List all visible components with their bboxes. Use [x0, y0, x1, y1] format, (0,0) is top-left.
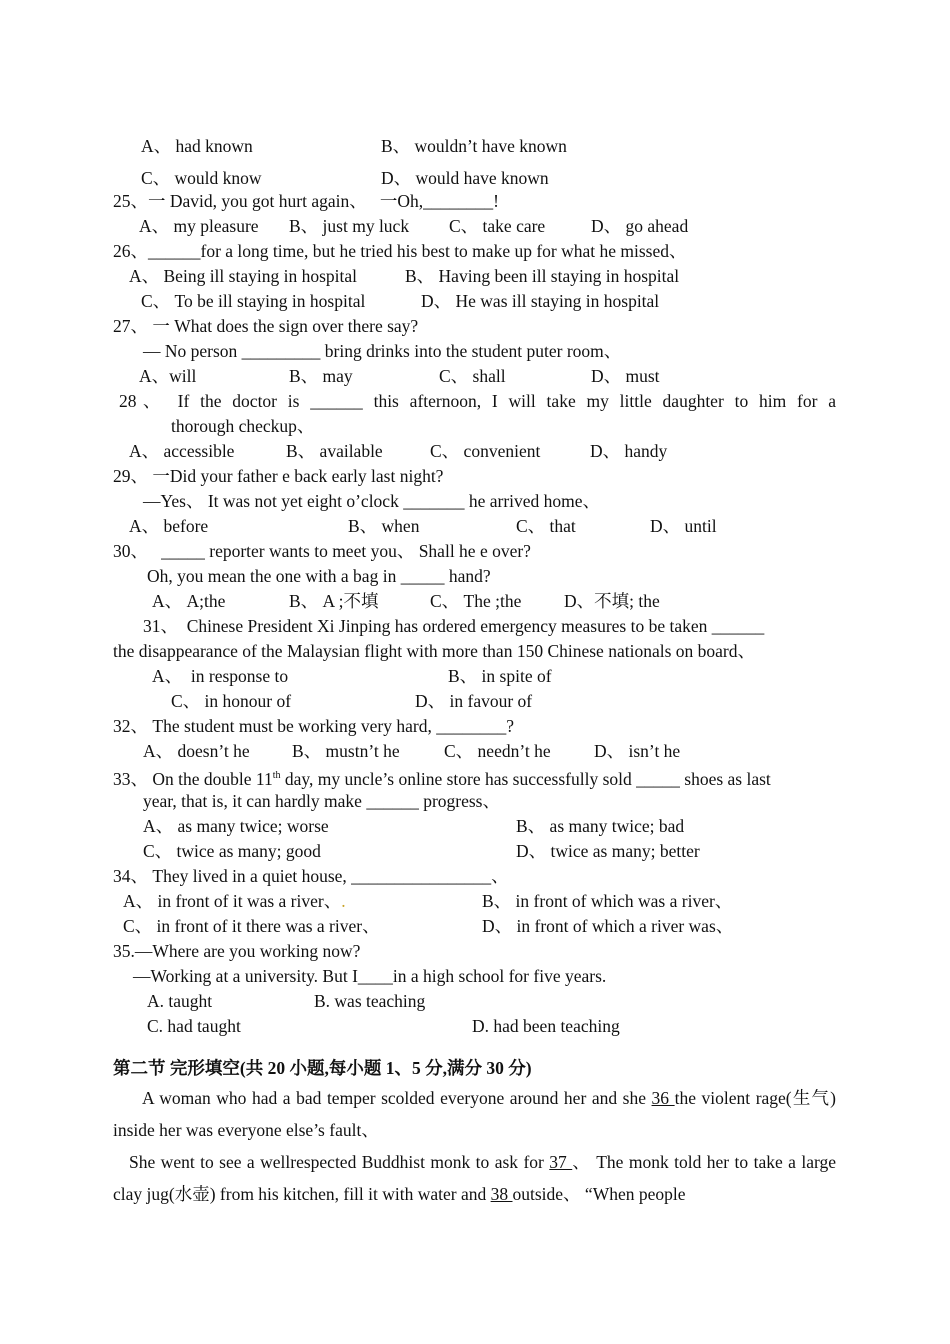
q24-option-c: C、 would know — [141, 168, 262, 188]
q24-option-d: D、 would have known — [381, 168, 549, 188]
q34-option-a-dot: . — [341, 891, 346, 911]
q24-option-b: B、 wouldn’t have known — [381, 136, 567, 156]
q35-line2: —Working at a university. But I____in a high school for five years. — [133, 966, 607, 986]
q29-line2: —Yes、 It was not yet eight o’clock _______ he arrived home、 — [143, 491, 601, 511]
q33-option-a: A、 as many twice; worse — [143, 816, 329, 836]
q31-option-d: D、 in favour of — [415, 691, 533, 711]
q34-stem: 34、 They lived in a quiet house, ________________、 — [113, 866, 509, 886]
q26-option-b: B、 Having been ill staying in hospital — [405, 266, 680, 286]
q30-stem: 30、 _____ reporter wants to meet you、 Shall he e over? — [113, 541, 531, 561]
q33-stem-sup: th — [272, 770, 281, 781]
q31-option-a: A、 in response to — [152, 666, 289, 686]
q33-line2: year, that is, it can hardly make ______ progress、 — [143, 791, 500, 811]
q34-option-c: C、 in front of it there was a river、 — [123, 916, 380, 936]
q28-option-a: A、 accessible — [129, 441, 235, 461]
q35-option-a: A. taught — [147, 991, 213, 1011]
q27-option-c: C、 shall — [439, 366, 506, 386]
q29-option-b: B、 when — [348, 516, 420, 536]
q32-stem: 32、 The student must be working very hard, ________? — [113, 716, 514, 736]
q29-option-d: D、 until — [650, 516, 717, 536]
q31-line2: the disappearance of the Malaysian flight with more than 150 Chinese nationals on board、 — [113, 641, 755, 661]
p1-text-pre: A woman who had a bad temper scolded everyone around her and she — [142, 1088, 652, 1108]
q26-option-a: A、 Being ill staying in hospital — [129, 266, 357, 286]
section-title: 第二节 完形填空(共 20 小题,每小题 1、5 分,满分 30 分) — [113, 1058, 532, 1078]
q27-option-b: B、 may — [289, 366, 353, 386]
passage-paragraph-2 — [113, 1146, 836, 1210]
q34-option-d: D、 in front of which a river was、 — [482, 916, 734, 936]
p2-text-mid: 、 The monk told her to take a large clay jug(水壶) from his kitchen, fill it with water and — [113, 1152, 837, 1204]
blank-37: 37 — [549, 1152, 573, 1172]
q29-option-a: A、 before — [129, 516, 209, 536]
q26-stem: 26、______for a long time, but he tried his best to make up for what he missed、 — [113, 241, 687, 261]
q32-option-d: D、 isn’t he — [594, 741, 681, 761]
blank-36: 36 — [651, 1088, 675, 1108]
q33-stem-pre: 33、 On the double 11 — [113, 768, 273, 789]
p2-text-pre: She went to see a wellrespected Buddhist monk to ask for — [129, 1152, 550, 1172]
q28-option-d: D、 handy — [590, 441, 668, 461]
q26-option-d: D、 He was ill staying in hospital — [421, 291, 660, 311]
q32-option-b: B、 mustn’t he — [292, 741, 400, 761]
q34-option-a-text: A、 in front of it was a river、 — [123, 891, 342, 911]
q35-option-d: D. had been teaching — [472, 1016, 620, 1036]
q27-option-d: D、 must — [591, 366, 660, 386]
q28-line2: thorough checkup、 — [171, 416, 315, 436]
q34-option-b: B、 in front of which was a river、 — [482, 891, 733, 911]
q33-option-c: C、 twice as many; good — [143, 841, 321, 861]
q28-option-b: B、 available — [286, 441, 383, 461]
p1-text-post: the violent rage(生气) inside her was everyone else’s fault、 — [113, 1088, 837, 1140]
passage-paragraph-1 — [113, 1082, 836, 1146]
q33-option-b: B、 as many twice; bad — [516, 816, 685, 836]
q28-stem: 28、 If the doctor is ______ this afternoon, I will take my little daughter to him for a — [119, 391, 836, 411]
q30-line2: Oh, you mean the one with a bag in _____ hand? — [147, 566, 491, 586]
q33-stem — [113, 765, 771, 790]
q31-option-c: C、 in honour of — [171, 691, 292, 711]
q31-stem: 31、 Chinese President Xi Jinping has ordered emergency measures to be taken ______ — [143, 616, 765, 636]
q24-option-a: A、 had known — [141, 136, 253, 156]
q26-option-c: C、 To be ill staying in hospital — [141, 291, 366, 311]
q33-option-d: D、 twice as many; better — [516, 841, 700, 861]
blank-38: 38 — [490, 1184, 513, 1204]
q29-option-c: C、 that — [516, 516, 576, 536]
p2-text-post: outside、 “When people — [512, 1184, 686, 1204]
q27-option-a: A、will — [139, 366, 197, 386]
q25-stem: 25、一 David, you got hurt again、 一Oh,________! — [113, 191, 499, 211]
q28-option-c: C、 convenient — [430, 441, 541, 461]
q27-line2: — No person _________ bring drinks into the student puter room、 — [143, 341, 622, 361]
q25-option-a: A、 my pleasure — [139, 216, 259, 236]
q32-option-c: C、 needn’t he — [444, 741, 551, 761]
q35-option-b: B. was teaching — [314, 991, 426, 1011]
q32-option-a: A、 doesn’t he — [143, 741, 250, 761]
q27-stem: 27、 一 What does the sign over there say? — [113, 316, 419, 336]
q34-option-a — [123, 890, 346, 912]
q30-option-c: C、 The ;the — [430, 591, 522, 611]
q35-option-c: C. had taught — [147, 1016, 241, 1036]
q30-option-a: A、 A;the — [152, 591, 226, 611]
q31-option-b: B、 in spite of — [448, 666, 552, 686]
q35-stem: 35.—Where are you working now? — [113, 941, 361, 961]
q25-option-c: C、 take care — [449, 216, 546, 236]
q25-option-d: D、 go ahead — [591, 216, 689, 236]
q25-option-b: B、 just my luck — [289, 216, 410, 236]
q33-stem-post: day, my uncle’s online store has successfully sold _____ shoes as last — [280, 768, 771, 789]
q30-option-d: D、不填; the — [564, 591, 660, 611]
q30-option-b: B、 A ;不填 — [289, 591, 379, 611]
q29-stem: 29、 一Did your father e back early last night? — [113, 466, 444, 486]
